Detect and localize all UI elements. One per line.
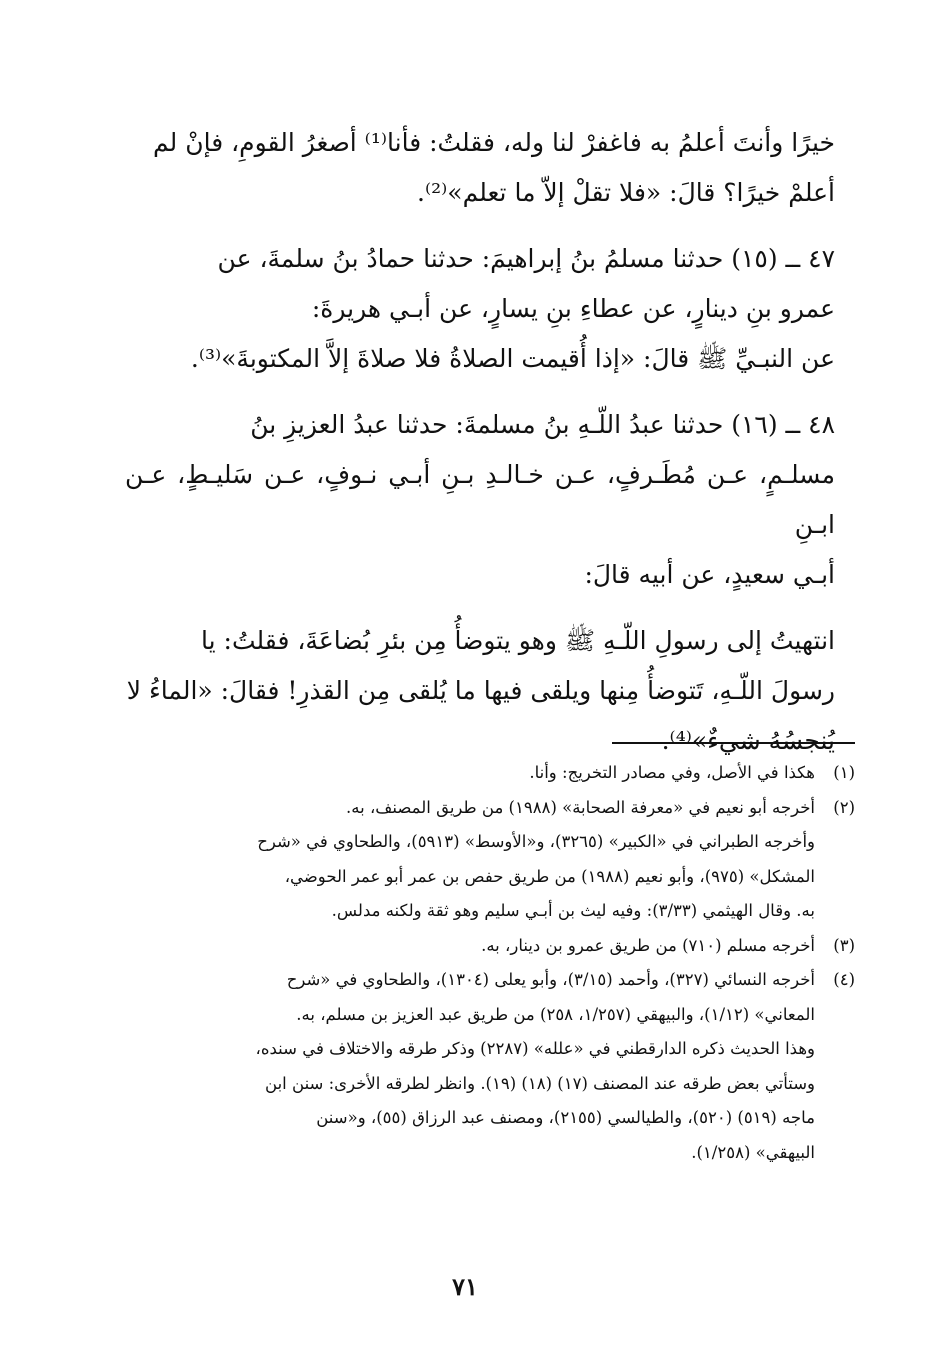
- hadith-47-line: ٤٧ ــ (١٥) حدثنا مسلمُ بنُ إبراهيمَ: حدثنا حمادُ بنُ سلمةَ، عن: [217, 244, 835, 273]
- footnote-line: وأخرجه الطبراني في «الكبير» (٣٢٦٥)، و«الأوسط» (٥٩١٣)، والطحاوي في «شرح: [257, 832, 815, 851]
- text-line: انتهيتُ إلى رسولِ اللّـهِ ﷺ وهو يتوضأُ مِن بئرِ بُضاعَةَ، فقلتُ: يا: [201, 626, 835, 655]
- footnote-4: [125, 963, 855, 1170]
- page-number: ٧١: [452, 1272, 478, 1301]
- hadith-48-line: ٤٨ ــ (١٦) حدثنا عبدُ اللّـهِ بنُ مسلمةَ: حدثنا عبدُ العزيزِ بنُ: [250, 410, 835, 439]
- footnote-line: أخرجه مسلم (٧١٠) من طريق عمرو بن دينار، به.: [481, 935, 815, 955]
- footnote-line: وهذا الحديث ذكره الدارقطني في «علله» (٢٢٨٧) وذكر طرقه والاختلاف في سنده،: [255, 1039, 815, 1058]
- footnote-1: [125, 756, 855, 791]
- text-line: أعلمْ خيرًا؟ قالَ: «فلا تقلْ إلاّ ما تعلم»⁽²⁾.: [417, 178, 835, 207]
- footnote-separator: [612, 742, 855, 744]
- footnote-line: به. وقال الهيثمي (٣/٣٣): وفيه ليث بن أبـي سليم وهو ثقة ولكنه مدلس.: [331, 901, 815, 920]
- footnote-line: أخرجه أبو نعيم في «معرفة الصحابة» (١٩٨٨) من طريق المصنف، به.: [346, 797, 815, 817]
- footnote-number: (٤): [833, 970, 855, 989]
- footnotes: [125, 756, 855, 1170]
- text-line: مسلـمٍ، عـن مُطَـرفٍ، عـن خـالـدِ بـنِ أبـي نـوفٍ، عـن سَليـطٍ، عـن ابـنِ: [125, 460, 835, 539]
- text-line: عمرو بنِ دينارٍ، عن عطاءِ بنِ يسارٍ، عن أبـي هريرةَ:: [311, 294, 835, 323]
- main-text: [125, 118, 835, 766]
- text-line: خيرًا وأنتَ أعلمُ به فاغفرْ لنا وله، فقلتُ: فأنا⁽¹⁾ أصغرُ القومِ، فإنْ لم: [153, 128, 835, 157]
- footnote-number: (١): [833, 763, 855, 782]
- footnote-line: المعاني» (١/١٢)، والبيهقي (١/٢٥٧، ٢٥٨) من طريق عبد العزيز بن مسلم، به.: [296, 1004, 815, 1024]
- footnote-number: (٢): [833, 797, 855, 817]
- footnote-line: ماجه (٥١٩) (٥٢٠)، والطيالسي (٢١٥٥)، ومصنف عبد الرزاق (٥٥)، و«سنن: [316, 1108, 815, 1127]
- footnote-line: أخرجه النسائي (٣٢٧)، وأحمد (٣/١٥)، وأبو يعلى (١٣٠٤)، والطحاوي في «شرح: [286, 970, 815, 989]
- text-line: أبـي سعيدٍ، عن أبيه قالَ:: [584, 560, 835, 589]
- text-line: رسولَ اللّـهِ، تَتوضأُ مِنها ويلقى فيها ما يُلقى مِن القذرِ! فقالَ: «الماءُ لا: [126, 676, 835, 705]
- footnote-line: المشكل» (٩٧٥)، وأبو نعيم (١٩٨٨) من طريق حفص بن عمر أبو عمر الحوضي،: [284, 866, 815, 886]
- footnote-line: البيهقي» (١/٢٥٨).: [691, 1142, 815, 1162]
- footnote-line: هكذا في الأصل، وفي مصادر التخريج: وأنا.: [529, 763, 815, 782]
- footnote-2: [125, 791, 855, 929]
- text-line: عن النبـيِّ ﷺ قالَ: «إذا أُقيمت الصلاةُ فلا صلاةَ إلاَّ المكتوبةَ»⁽³⁾.: [190, 344, 835, 373]
- text-line: يُنجسُهُ شيءٌ»⁽⁴⁾.: [661, 726, 835, 755]
- footnote-3: [125, 929, 855, 964]
- footnote-line: وستأتي بعض طرقه عند المصنف (١٧) (١٨) (١٩). وانظر لطرقه الأخرى: سنن ابن: [265, 1073, 815, 1093]
- footnote-number: (٣): [833, 935, 855, 955]
